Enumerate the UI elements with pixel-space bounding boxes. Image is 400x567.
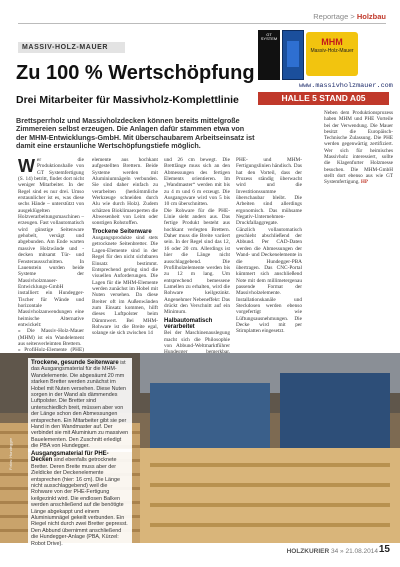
column-3-paragraph: und 26 cm bewegt. Die Brettlänge muss sich an den Abmessungen des fertigen Elements orientieren. Im „Wandmaster“ werden mit bis zu 4 m und 6 m erzeugt. Die Ausgangsware wird von 5 bis 10 cm überschnitten. bbox=[164, 157, 230, 208]
caption-2-title: Ausgangsmaterial für PHE-Decken bbox=[31, 451, 109, 464]
page-footer: HOLZKURIER 34 » 21.08.2014 bbox=[286, 548, 378, 555]
halle-stand-banner: HALLE 5 STAND A05 bbox=[258, 92, 389, 105]
text-column-4 bbox=[236, 157, 302, 345]
bullet-item-text: Die Massiv-Holz-Mauer (MHM) ist ein Wandelement aus seitenverleimten Brettern. bbox=[18, 328, 84, 347]
gt-system-logo bbox=[258, 30, 280, 80]
header-rule bbox=[18, 23, 386, 24]
article-lead: Brettsperrholz und Massivholzdecken können bereits mittelgroße Zimmereien selbst erzeugen. Die Anlagen dafür stammen etwa von der MHM-Entwicklungs-GmbH. Mit überschaubarem Arbeitseinsatz ist damit eine erstaunliche Wertschöpfungstiefe möglich. bbox=[16, 116, 255, 151]
column-3-paragraph-2: Die Rohware für die PHE-Linie sieht anders aus. Das fertige Produkt besteht aus hochkant verlegten Brettern. Daher muss die Breite variiert sein. In der Regel sind das 12, 16 oder 20 cm. Allerdings ist hier die Länge nicht ausschlaggebend. Die Profilholzelemente werden bis zu 12 m lang. Um entsprechend bemessene Lamellen zu erhalten, wird die Rohware keilgezinkt. Angenehmer Nebeneffekt: Das drückt den Verschnitt auf ein Minimum. bbox=[164, 207, 230, 316]
header-topic: Holzbau bbox=[356, 12, 386, 21]
text-column-2 bbox=[92, 157, 158, 345]
text-column-1 bbox=[18, 156, 84, 354]
page-number: 15 bbox=[378, 544, 390, 555]
column-5-paragraph bbox=[324, 110, 393, 186]
phe-logo bbox=[282, 30, 304, 80]
bullet-item-text: ProfiHolz-Elemente (PHE) bbox=[24, 347, 84, 354]
photo-caption-1 bbox=[28, 358, 132, 452]
gt-logo-text: GT SYSTEM bbox=[260, 32, 278, 41]
bullet-item: » Die Massiv-Holz-Mauer (MHM) ist ein Wandelement aus seitenverleimten Brettern. bbox=[18, 328, 84, 347]
column-4-paragraph: PHE- und MHM-Fertigungslinien händisch. Das hat den Vorteil, dass der Prozess ständig überwacht wird und die Investitionssumme überschaubar bleibt. Die Arbeiten sind allerdings ergonomisch. Das mühsame Negativ-Unternehmen-Druckfallaggregate. bbox=[236, 157, 302, 227]
footer-magazine: HOLZKURIER bbox=[286, 548, 330, 555]
mhm-logo-text: MHM bbox=[321, 37, 343, 47]
mhm-logo bbox=[306, 32, 358, 76]
footer-issue: 34 bbox=[330, 548, 339, 555]
column-1-paragraph: er die Produktionshalle von GT Systemfertigung (S. 14) betritt, findet dort nicht weniger Mitarbeiter. In der Regel sind es nur drei. Umso erstaunlicher ist es, was diese sechs Hände – unterstützt von ausgeklügelten Holzverarbeitungsmaschinen – erzeugen. Fast vollautomatisch wird günstige Seitenware gehobelt, versägt und abgebunden. Am Ende warten massive Holzwände und -decken mitsamt Tür- und Fensteraussschnitten. In Lauenstein wurden beide Systeme der Massivholzmauer-Entwicklungs-GmbH installiert: ein Hundegger-Tischer für Wände und horizontale Massivholzanwendungen eine heimische Alternative entwickelt: bbox=[18, 157, 84, 328]
photo-caption-2 bbox=[28, 449, 132, 549]
subheading-halbautomatisch: Halbautomatisch verarbeitet bbox=[164, 317, 213, 330]
bullet-item: » ProfiHolz-Elemente (PHE) bbox=[18, 347, 84, 366]
column-4-paragraph-2: Gänzlich vollautomatisch geschieht abschließend der Abbund. Per CAD-Daten werden die Abmessungen der Wand- und Deckenelemente in die Hundegger-PBA übertragen. Das CNC-Portal kümmert sich anschließend Note mit dem millimetergenau passende Format der Massivholzelemente. Installationskanäle und Steckdosen werden ebenso vorgefertigt wie Lüftungsausnehmungen. Die Decke wird mit per Stirnplatten eingesetzt. bbox=[236, 226, 302, 335]
footer-date: 21.08.2014 bbox=[345, 548, 378, 555]
end-mark: HP bbox=[360, 179, 369, 186]
column-3-paragraph-3: Bei der Maschinenauslegung macht sich die Philosophie von Abbund-Weltmarktführer bbox=[164, 330, 230, 349]
dropcap: W bbox=[18, 156, 35, 176]
text-column-3 bbox=[164, 157, 230, 349]
machine-body bbox=[150, 383, 270, 453]
wood-panels bbox=[140, 448, 400, 543]
article-kicker: MASSIV-HOLZ-MAUER bbox=[18, 42, 125, 53]
column-2-paragraph: elemente aus hochkant aufgestellten Brettern. Beide Systeme werden mit Aluminiumnägeln verbunden. Sie sind daher einfach zu verarbeiten (herkömmliche Werkzeuge schneiden durch Alu wie durch Holz). Zudem schätzen Bioklimaexperten die Abwesenheit von Leim oder sonstigen Rohstoffen. bbox=[92, 157, 158, 227]
caption-1-title: Trockene, gesunde Seitenware bbox=[31, 360, 119, 366]
ad-url[interactable]: www.massivholzmauer.com bbox=[299, 82, 393, 90]
header-separator: > bbox=[348, 12, 357, 21]
subheading-trockene-seitenware: Trockene Seitenware bbox=[92, 228, 152, 235]
mhm-logo-subtitle: Massiv-Holz-Mauer bbox=[310, 48, 354, 54]
text-column-5 bbox=[324, 110, 393, 345]
caption-1-text: ist das Ausgangsmaterial für die MHM-Wandelemente. Die abgesäumt 20 mm starken Bretter werden zunächst im Hobel mit Nuten versehen. Diese Nuten sorgen in der Wand als dämmendes Luftpolster. Die Bretter sind unterschiedlich breit, müssen aber von der Länge schon den Abmessungen entsprechen. Ein Mitarbeiter gibt sie per Hand in den Wandmaster auf. Der verbindet sie mit Aluminium zu massiven Bauelementen. Den Zuschnitt erledigt die PBA von Hundegger. bbox=[31, 360, 129, 450]
caption-2-text: sind ebenfalls getrocknete Bretter. Deren Breite muss aber der Zieldicke der Deckenelemente entsprechen (hier: 16 cm). Die Länge nicht ausschlaggebend) weil die Rohware von der PHE-Fertigung keilgezinkt wird. Die endlosen Balken werden anschließend auf die benötigte Länge abgekappt und einem Aluminiumnägel gekeilt verbunden. Ein Riegel nicht durch zwei Bretter gepresst. Den Abbund übernimmt anschließend die Hundegger-Anlage (PBA, Kürzel: Robot Drive). bbox=[31, 457, 128, 547]
column-2-paragraph-2: Ausgangsprodukte sind stets getrocknete Seitenbretter. Die Lagen-Elemente sind in der Regel für den nicht sichtbaren Einsatz bestimmt. Entsprechend gering sind die visuellen Anforderungen. Die Lagen für die MHM-Elemente werden zunächst im Hobel mit Nuten versehen. Da diese Breiter oft im Außenwänden zum Einsatz kommen, hilft dieses Luftpolster beim Dämmwert. Bei MHM-Rohware ist die Breite egal, solange sie sich zwischen 14 bbox=[92, 235, 158, 337]
article-subtitle: Drei Mitarbeiter für Massivholz-Komplettlinie bbox=[16, 94, 239, 106]
column-5-text: Neben dem Produktionsprozess haben MHM und PHE Vorteile bei der Verwendung. Die Mauer besitzt die Europäisch-Technische Zulassung. Die PHE werden gegenwärtig zertifiziert. Wer sich für heimisches Massivholz interessiert, sollte die Klagenfurter Holzmesse besuchen. Die MHM-GmbH stellt dort ebenso aus wie GT Systemfertigung. bbox=[324, 110, 393, 186]
photo-credit: Fotos: Hundegger bbox=[8, 437, 13, 470]
article-title: Zu 100 % Wertschöpfung bbox=[16, 62, 255, 84]
header-section: Reportage bbox=[313, 12, 349, 21]
running-header bbox=[313, 12, 386, 21]
